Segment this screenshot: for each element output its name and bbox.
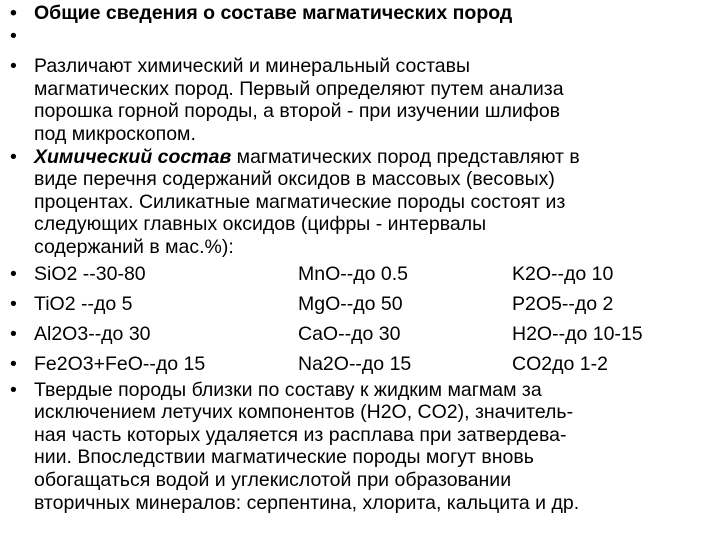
list-item-empty [8,25,706,48]
list-item-solid-rocks [8,379,706,515]
paragraph-line [34,146,706,169]
bullet-marker: • [10,352,17,375]
oxide-cell: Na2O--до 15 [298,352,412,375]
bullet-marker: • [10,55,17,78]
bullet-marker: • [10,2,17,24]
oxide-row-content [34,263,706,289]
oxide-row-content [34,323,706,349]
oxide-row [8,353,706,379]
bullet-marker: • [10,322,17,345]
bullet-marker: • [10,292,17,315]
paragraph-line: содержаний в мас.%): [34,235,234,258]
oxide-row [8,323,706,349]
oxide-cell: CaO--до 30 [298,322,401,345]
paragraph-line: порошка горной породы, а второй - при изучении шлифов [34,100,561,123]
list-item-composition-types [8,55,706,145]
emphasis-text: Химический состав [34,145,232,168]
paragraph-line: процентах. Силикатные магматические породы состоят из [34,190,566,213]
bullet-marker: • [10,24,17,47]
paragraph-line: нии. Впоследствии магматические породы могут вновь [34,446,534,469]
list-item-chemical-composition [8,146,706,259]
paragraph-line: обогащаться водой и углекислотой при образовании [34,468,512,491]
oxide-cell: CO2до 1-2 [512,352,608,375]
oxide-row [8,263,706,289]
oxide-cell: Al2O3--до 30 [34,322,151,345]
oxide-cell: Fe2O3+FeO--до 15 [34,352,206,375]
paragraph-line: следующих главных оксидов (цифры - интервалы [34,213,487,236]
oxide-cell: TiO2 --до 5 [34,292,133,315]
oxide-cell: MnO--до 0.5 [298,262,408,285]
paragraph-line: ная часть которых удаляется из расплава при затвердева- [34,423,567,446]
oxide-cell: K2O--до 10 [512,262,614,285]
paragraph-line: Твердые породы близки по составу к жидким магмам за [34,378,542,401]
oxide-row-content [34,353,706,379]
paragraph-text: магматических пород представляют в [231,145,580,168]
paragraph-line: вторичных минералов: серпентина, хлорита, кальцита и др. [34,491,580,514]
bullet-list [8,2,706,514]
paragraph-line: исключением летучих компонентов (H2O, CO2), значитель- [34,401,574,424]
list-item-title [8,2,706,25]
oxide-cell: MgO--до 50 [298,292,403,315]
oxide-row [8,293,706,319]
oxide-cell: H2O--до 10-15 [512,322,643,345]
paragraph-line: Различают химический и минеральный составы [34,55,470,78]
oxide-cell: SiO2 --30-80 [34,262,146,285]
paragraph-line: под микроскопом. [34,122,196,145]
oxide-row-content [34,293,706,319]
paragraph-line: виде перечня содержаний оксидов в массовых (весовых) [34,168,555,191]
paragraph-line: магматических пород. Первый определяют путем анализа [34,77,564,100]
bullet-marker: • [10,378,17,401]
bullet-marker: • [10,145,17,168]
oxide-cell: P2O5--до 2 [512,292,614,315]
slide-title: Общие сведения о составе магматических пород [34,2,513,24]
bullet-marker: • [10,262,17,285]
